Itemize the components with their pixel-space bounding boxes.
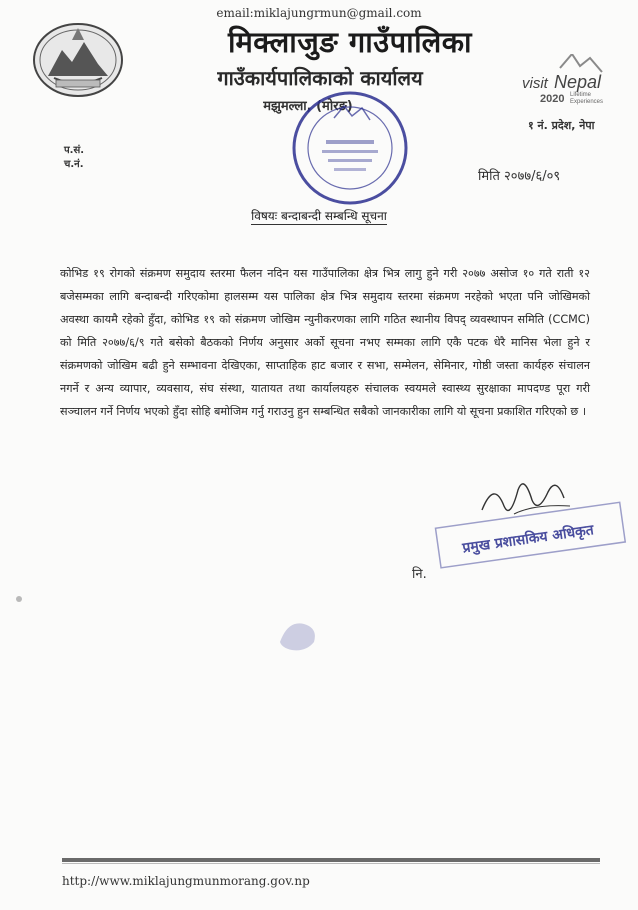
- province-address: १ नं. प्रदेश, नेपा: [528, 119, 595, 132]
- footer-divider: [62, 858, 600, 862]
- ink-smudge: [270, 612, 326, 656]
- notice-subject: [0, 205, 638, 224]
- footer-divider-thin: [62, 863, 600, 864]
- visit-nepal-visit: visit: [522, 75, 548, 92]
- municipality-logo: [32, 20, 124, 98]
- reference-cn-label: च.नं.: [64, 159, 84, 170]
- ink-dot: [14, 594, 24, 604]
- signature-prefix: नि.: [412, 567, 427, 582]
- notice-date: मिति २०७७/६/०९: [478, 169, 561, 184]
- office-seal-stamp: [290, 88, 410, 206]
- notice-subject-text: विषयः बन्दाबन्दी सम्बन्धि सूचना: [251, 209, 387, 223]
- signature-block: [404, 460, 630, 590]
- reference-ps-label: प.सं.: [64, 145, 85, 156]
- municipality-name: मिक्लाजुङ गाउँपालिका: [227, 25, 473, 59]
- footer-website-link[interactable]: http://www.miklajungmunmorang.gov.np: [62, 874, 310, 888]
- header-email: email:miklajungrmun@gmail.com: [216, 6, 422, 20]
- signature-scribble: [482, 484, 570, 514]
- visit-nepal-logo: [520, 54, 628, 114]
- office-location: मझुमल्ला, (मोरङ): [263, 99, 353, 114]
- signature-stamp-text: प्रमुख प्रशासकिय अधिकृत: [461, 522, 595, 557]
- notice-body: कोभिड १९ रोगको संक्रमण समुदाय स्तरमा फैलन नदिन यस गाउँपालिका क्षेत्र भित्र लागु हुने गरी २०७७ असोज १० गते राती १२ बजेसम्मका लागि बन्दाबन्दी गरिएकोमा हालसम्म यस पालिका क्षेत्र भित्र समुदाय स्तरमा संक्रमण नरहेको भएता पनि जोखिमको अवस्था कायमै रहेको हुँदा, कोभिड १९ को संक्रमण जोखिम न्युनीकरणका लागि गठित स्थानीय विपद् व्यवस्थापन समिति (CCMC) को मिति २०७७/६/९ गते बसेको बैठकको निर्णय अनुसार अर्को सूचना नभए सम्मका लागि एकै पटक धेरै मानिस भेला हुने र संक्रमणको जोखिम बढी हुने सम्भावना देखिएका, साप्ताहिक हाट बजार र सभा, सम्मेलन, सेमिनार, गोष्ठी जस्ता कार्यहरु संचालन नगर्ने र अन्य व्यापार, व्यवसाय, संघ संस्था, यातायत तथा कार्यालयहरु संचालक स्वयमले स्वास्थ्य सुरक्षाका मापदण्ड पूरा गरी सञ्चालन गर्ने निर्णय भएको हुँदा सोहि बमोजिम गर्नु गराउनु हुन सम्बन्धित सबैको जानकारीका लागि यो सूचना प्रकाशित गरिएको छ ।: [60, 267, 590, 418]
- visit-nepal-tagline-2: Experiences: [570, 99, 604, 105]
- visit-nepal-year: 2020: [540, 93, 565, 105]
- visit-nepal-nepal: Nepal: [554, 72, 602, 92]
- office-name: गाउँकार्यपालिकाको कार्यालय: [217, 66, 423, 90]
- visit-nepal-tagline-1: Lifetime: [570, 92, 592, 98]
